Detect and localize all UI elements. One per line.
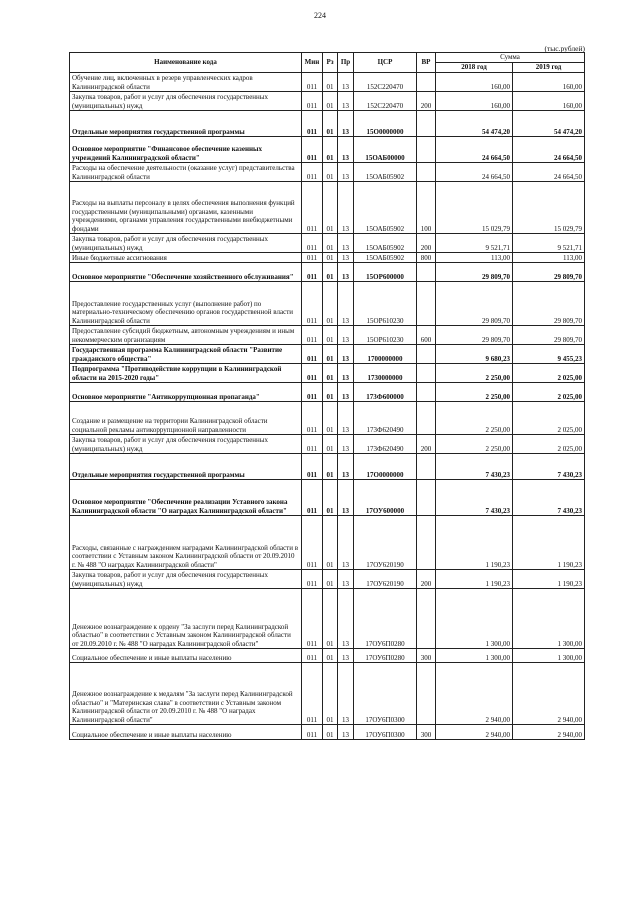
row-2018: 29 809,70 [436, 326, 513, 345]
row-rz: 01 [323, 383, 338, 402]
row-pr: 13 [338, 589, 354, 649]
row-rz: 01 [323, 182, 338, 234]
unit-note: (тыс.рублей) [544, 44, 585, 53]
row-2018: 1 190,23 [436, 570, 513, 589]
row-rz: 01 [323, 516, 338, 570]
row-csr: 152С220470 [354, 73, 417, 92]
row-min: 011 [302, 383, 323, 402]
budget-table [69, 52, 585, 740]
row-vr: 200 [417, 570, 436, 589]
row-2018: 160,00 [436, 73, 513, 92]
row-rz: 01 [323, 725, 338, 740]
header-2019: 2019 год [513, 63, 585, 73]
row-csr: 15ОР610230 [354, 326, 417, 345]
table-row [70, 326, 585, 345]
row-vr [417, 345, 436, 364]
table-row [70, 364, 585, 383]
row-2019: 24 664,50 [513, 163, 585, 182]
row-rz: 01 [323, 435, 338, 454]
row-csr: 173Ф620490 [354, 402, 417, 435]
row-vr [417, 383, 436, 402]
row-csr: 15ОАБ05902 [354, 253, 417, 263]
row-2019: 15 029,79 [513, 182, 585, 234]
row-pr: 13 [338, 402, 354, 435]
row-csr: 17ОУ6П0300 [354, 663, 417, 725]
row-csr: 15ОР610230 [354, 282, 417, 326]
row-min: 011 [302, 570, 323, 589]
row-2018: 2 940,00 [436, 725, 513, 740]
row-name: Основное мероприятие "Антикоррупционная пропаганда" [70, 383, 302, 402]
table-row [70, 111, 585, 137]
table-row [70, 163, 585, 182]
row-csr: 17ОУ6П0280 [354, 589, 417, 649]
row-vr [417, 111, 436, 137]
row-rz: 01 [323, 480, 338, 516]
row-2019: 1 300,00 [513, 589, 585, 649]
row-rz: 01 [323, 111, 338, 137]
row-2019: 24 664,50 [513, 137, 585, 163]
row-name: Отдельные мероприятия государственной программы [70, 111, 302, 137]
row-pr: 13 [338, 725, 354, 740]
row-csr: 17ОУ620190 [354, 570, 417, 589]
row-2018: 160,00 [436, 92, 513, 111]
table-body [70, 73, 585, 740]
row-pr: 13 [338, 253, 354, 263]
row-min: 011 [302, 663, 323, 725]
row-rz: 01 [323, 234, 338, 253]
row-rz: 01 [323, 326, 338, 345]
row-csr: 15ОАБ05902 [354, 163, 417, 182]
header-vr: ВР [417, 53, 436, 73]
row-vr [417, 364, 436, 383]
row-rz: 01 [323, 163, 338, 182]
row-min: 011 [302, 182, 323, 234]
row-min: 011 [302, 454, 323, 480]
row-min: 011 [302, 589, 323, 649]
row-2019: 9 521,71 [513, 234, 585, 253]
row-2019: 54 474,20 [513, 111, 585, 137]
table-row [70, 263, 585, 282]
row-2018: 2 940,00 [436, 663, 513, 725]
row-min: 011 [302, 234, 323, 253]
row-pr: 13 [338, 92, 354, 111]
row-rz: 01 [323, 92, 338, 111]
row-name: Денежное вознаграждение к ордену "За заслуги перед Калининградской областью" в соответствии с Уставным законом Калининградской области от 20.09.2010 г. № 488 "О наградах Калининградской области" [70, 589, 302, 649]
row-csr: 17ОУ620190 [354, 516, 417, 570]
row-2019: 9 455,23 [513, 345, 585, 364]
row-name: Подпрограмма "Противодействие коррупции в Калининградской области на 2015-2020 годы" [70, 364, 302, 383]
row-rz: 01 [323, 345, 338, 364]
row-pr: 13 [338, 480, 354, 516]
row-vr [417, 163, 436, 182]
row-2018: 2 250,00 [436, 435, 513, 454]
row-rz: 01 [323, 589, 338, 649]
row-min: 011 [302, 137, 323, 163]
row-2019: 2 025,00 [513, 364, 585, 383]
table-row [70, 137, 585, 163]
row-name: Иные бюджетные ассигнования [70, 253, 302, 263]
row-name: Закупка товаров, работ и услуг для обеспечения государственных (муниципальных) нужд [70, 234, 302, 253]
row-pr: 13 [338, 649, 354, 663]
row-rz: 01 [323, 649, 338, 663]
row-pr: 13 [338, 570, 354, 589]
row-csr: 1700000000 [354, 345, 417, 364]
row-vr: 600 [417, 326, 436, 345]
row-rz: 01 [323, 73, 338, 92]
header-rz: Рз [323, 53, 338, 73]
row-2019: 2 025,00 [513, 435, 585, 454]
row-name: Предоставление субсидий бюджетным, автономным учреждениям и иным некоммерческим организациям [70, 326, 302, 345]
row-name: Расходы на обеспечение деятельности (оказание услуг) представительства Калининградской области [70, 163, 302, 182]
header-2018: 2018 год [436, 63, 513, 73]
row-name: Обучение лиц, включенных в резерв управленческих кадров Калининградской области [70, 73, 302, 92]
row-vr: 200 [417, 435, 436, 454]
table-row [70, 454, 585, 480]
row-name: Создание и размещение на территории Калининградской области социальной рекламы антикоррупционной направленности [70, 402, 302, 435]
row-min: 011 [302, 73, 323, 92]
row-rz: 01 [323, 263, 338, 282]
row-pr: 13 [338, 234, 354, 253]
row-2019: 160,00 [513, 73, 585, 92]
row-vr: 300 [417, 649, 436, 663]
row-rz: 01 [323, 402, 338, 435]
table-row [70, 73, 585, 92]
row-pr: 13 [338, 516, 354, 570]
table-row [70, 92, 585, 111]
row-2019: 1 190,23 [513, 570, 585, 589]
row-name: Социальное обеспечение и иные выплаты населению [70, 725, 302, 740]
row-rz: 01 [323, 570, 338, 589]
row-2019: 1 190,23 [513, 516, 585, 570]
row-pr: 13 [338, 163, 354, 182]
row-csr: 17ОУ600000 [354, 480, 417, 516]
row-rz: 01 [323, 364, 338, 383]
row-rz: 01 [323, 137, 338, 163]
row-vr: 200 [417, 92, 436, 111]
row-2018: 15 029,79 [436, 182, 513, 234]
row-2018: 54 474,20 [436, 111, 513, 137]
table-row [70, 282, 585, 326]
row-name: Основное мероприятие "Обеспечение реализации Уставного закона Калининградской области "О наградах Калининградской области" [70, 480, 302, 516]
row-2018: 7 430,23 [436, 480, 513, 516]
row-name: Денежное вознаграждение к медалям "За заслуги перед Калининградской областью" и "Материнская слава" в соответствии с Уставным законом Калининградской области от 20.09.2010 г. № 488 "О наградах Калининградской области" [70, 663, 302, 725]
row-csr: 173Ф600000 [354, 383, 417, 402]
row-min: 011 [302, 725, 323, 740]
row-pr: 13 [338, 345, 354, 364]
row-vr: 200 [417, 234, 436, 253]
row-vr [417, 516, 436, 570]
row-2018: 24 664,50 [436, 137, 513, 163]
row-csr: 152С220470 [354, 92, 417, 111]
row-min: 011 [302, 263, 323, 282]
row-csr: 173Ф620490 [354, 435, 417, 454]
header-sum: Сумма [436, 53, 585, 63]
row-name: Предоставление государственных услуг (выполнение работ) по материально-техническому обеспечению органов государственной власти Калининградской области [70, 282, 302, 326]
row-rz: 01 [323, 282, 338, 326]
row-2019: 7 430,23 [513, 480, 585, 516]
row-csr: 15ОР600000 [354, 263, 417, 282]
row-pr: 13 [338, 663, 354, 725]
row-rz: 01 [323, 253, 338, 263]
row-2019: 2 940,00 [513, 663, 585, 725]
row-pr: 13 [338, 263, 354, 282]
row-pr: 13 [338, 364, 354, 383]
row-2018: 1 300,00 [436, 589, 513, 649]
row-name: Отдельные мероприятия государственной программы [70, 454, 302, 480]
row-csr: 17ОУ6П0280 [354, 649, 417, 663]
row-vr [417, 589, 436, 649]
row-name: Закупка товаров, работ и услуг для обеспечения государственных (муниципальных) нужд [70, 570, 302, 589]
row-vr: 100 [417, 182, 436, 234]
row-pr: 13 [338, 73, 354, 92]
row-min: 011 [302, 402, 323, 435]
row-vr [417, 282, 436, 326]
row-2019: 2 025,00 [513, 383, 585, 402]
row-vr [417, 73, 436, 92]
row-vr [417, 263, 436, 282]
row-csr: 15ОАБ00000 [354, 137, 417, 163]
row-rz: 01 [323, 454, 338, 480]
row-2018: 9 680,23 [436, 345, 513, 364]
row-min: 011 [302, 435, 323, 454]
row-2018: 24 664,50 [436, 163, 513, 182]
row-2019: 29 809,70 [513, 326, 585, 345]
table-row [70, 253, 585, 263]
header-csr: ЦСР [354, 53, 417, 73]
table-row [70, 725, 585, 740]
row-min: 011 [302, 163, 323, 182]
row-name: Социальное обеспечение и иные выплаты населению [70, 649, 302, 663]
row-2018: 1 300,00 [436, 649, 513, 663]
row-2019: 2 940,00 [513, 725, 585, 740]
row-2019: 2 025,00 [513, 402, 585, 435]
row-min: 011 [302, 649, 323, 663]
row-pr: 13 [338, 137, 354, 163]
row-min: 011 [302, 326, 323, 345]
row-name: Расходы на выплаты персоналу в целях обеспечения выполнения функций государственными (муниципальными) органами, казенными учреждениями, органами управления государственными внебюджетными фондами [70, 182, 302, 234]
row-csr: 15О0000000 [354, 111, 417, 137]
table-row [70, 402, 585, 435]
row-min: 011 [302, 364, 323, 383]
row-name: Основное мероприятие "Финансовое обеспечение казенных учреждений Калининградской области" [70, 137, 302, 163]
row-pr: 13 [338, 383, 354, 402]
row-pr: 13 [338, 111, 354, 137]
row-vr: 800 [417, 253, 436, 263]
row-2018: 2 250,00 [436, 402, 513, 435]
row-2018: 9 521,71 [436, 234, 513, 253]
row-vr: 300 [417, 725, 436, 740]
row-min: 011 [302, 253, 323, 263]
row-2019: 160,00 [513, 92, 585, 111]
header-pr: Пр [338, 53, 354, 73]
row-min: 011 [302, 480, 323, 516]
row-min: 011 [302, 92, 323, 111]
row-2019: 7 430,23 [513, 454, 585, 480]
row-name: Государственная программа Калининградской области "Развитие гражданского общества" [70, 345, 302, 364]
row-csr: 17О0000000 [354, 454, 417, 480]
row-pr: 13 [338, 282, 354, 326]
row-name: Закупка товаров, работ и услуг для обеспечения государственных (муниципальных) нужд [70, 92, 302, 111]
row-pr: 13 [338, 326, 354, 345]
row-2018: 7 430,23 [436, 454, 513, 480]
table-row [70, 516, 585, 570]
row-2018: 113,00 [436, 253, 513, 263]
row-2019: 1 300,00 [513, 649, 585, 663]
table-row [70, 649, 585, 663]
row-pr: 13 [338, 454, 354, 480]
row-min: 011 [302, 111, 323, 137]
table-row [70, 435, 585, 454]
row-vr [417, 663, 436, 725]
row-2019: 29 809,70 [513, 263, 585, 282]
row-min: 011 [302, 345, 323, 364]
row-2019: 113,00 [513, 253, 585, 263]
table-row [70, 383, 585, 402]
row-csr: 15ОАБ05902 [354, 182, 417, 234]
row-vr [417, 480, 436, 516]
row-vr [417, 137, 436, 163]
row-2018: 1 190,23 [436, 516, 513, 570]
row-2018: 2 250,00 [436, 364, 513, 383]
table-row [70, 589, 585, 649]
row-2018: 2 250,00 [436, 383, 513, 402]
row-name: Основное мероприятие "Обеспечение хозяйственного обслуживания" [70, 263, 302, 282]
row-vr [417, 454, 436, 480]
header-min: Мин [302, 53, 323, 73]
table-row [70, 345, 585, 364]
header-name: Наименование кода [70, 53, 302, 73]
row-2018: 29 809,70 [436, 282, 513, 326]
row-vr [417, 402, 436, 435]
page-number: 224 [314, 11, 326, 20]
row-2019: 29 809,70 [513, 282, 585, 326]
row-csr: 1730000000 [354, 364, 417, 383]
row-rz: 01 [323, 663, 338, 725]
table-row [70, 182, 585, 234]
table-row [70, 663, 585, 725]
row-min: 011 [302, 282, 323, 326]
table-row [70, 570, 585, 589]
row-name: Закупка товаров, работ и услуг для обеспечения государственных (муниципальных) нужд [70, 435, 302, 454]
row-csr: 15ОАБ05902 [354, 234, 417, 253]
row-min: 011 [302, 516, 323, 570]
row-pr: 13 [338, 435, 354, 454]
row-2018: 29 809,70 [436, 263, 513, 282]
row-csr: 17ОУ6П0300 [354, 725, 417, 740]
row-name: Расходы, связанные с награждением наградами Калининградской области в соответствии с Уставным законом Калининградской области от 20.09.2010 г. № 488 "О наградах Калининградской области" [70, 516, 302, 570]
table-row [70, 234, 585, 253]
table-row [70, 480, 585, 516]
row-pr: 13 [338, 182, 354, 234]
